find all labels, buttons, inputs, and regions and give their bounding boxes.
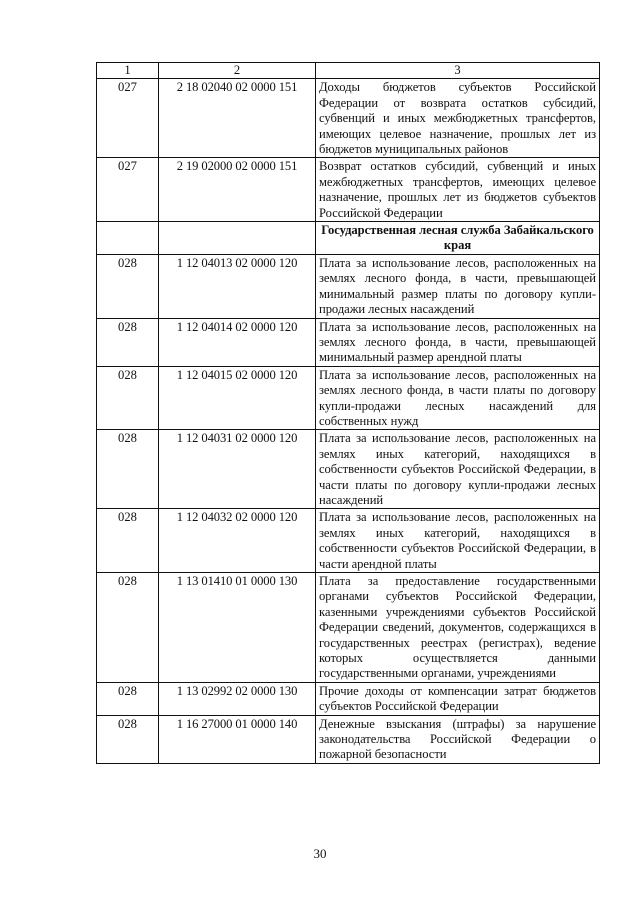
description-cell: Возврат остатков субсидий, субвенций и иных межбюджетных трансфертов, имеющих целевое назначение, прошлых лет из бюджетов субъектов Российской Федерации bbox=[316, 158, 600, 222]
budget-code-cell: 1 13 02992 02 0000 130 bbox=[159, 682, 316, 715]
description-cell: Прочие доходы от компенсации затрат бюджетов субъектов Российской Федерации bbox=[316, 682, 600, 715]
table-header-row bbox=[97, 63, 600, 79]
budget-code-cell: 1 16 27000 01 0000 140 bbox=[159, 715, 316, 763]
empty-cell bbox=[159, 222, 316, 255]
admin-code-cell: 028 bbox=[97, 509, 159, 573]
admin-code-cell: 028 bbox=[97, 254, 159, 318]
table-row bbox=[97, 366, 600, 430]
budget-code-cell: 1 13 01410 01 0000 130 bbox=[159, 573, 316, 683]
description-cell: Доходы бюджетов субъектов Российской Федерации от возврата остатков субсидий, субвенций и иных межбюджетных трансфертов, имеющих целевое назначение, прошлых лет из бюджетов муниципальных районов bbox=[316, 79, 600, 158]
table-row bbox=[97, 682, 600, 715]
empty-cell bbox=[97, 222, 159, 255]
table-row bbox=[97, 158, 600, 222]
admin-code-cell: 028 bbox=[97, 715, 159, 763]
admin-code-cell: 028 bbox=[97, 366, 159, 430]
admin-code-cell: 028 bbox=[97, 318, 159, 366]
budget-code-cell: 1 12 04032 02 0000 120 bbox=[159, 509, 316, 573]
header-cell-col1: 1 bbox=[97, 63, 159, 79]
description-cell: Плата за использование лесов, расположенных на землях иных категорий, находящихся в собственности субъектов Российской Федерации, в части платы по договору купли-продажи лесных насаждений bbox=[316, 430, 600, 509]
admin-code-cell: 027 bbox=[97, 79, 159, 158]
description-cell: Плата за использование лесов, расположенных на землях лесного фонда, в части платы по договору купли-продажи лесных насаждений для собственных нужд bbox=[316, 366, 600, 430]
description-cell: Плата за использование лесов, расположенных на землях лесного фонда, в части, превышающей минимальный размер платы по договору купли-продажи лесных насаждений bbox=[316, 254, 600, 318]
description-cell: Плата за использование лесов, расположенных на землях лесного фонда, в части, превышающей минимальный размер арендной платы bbox=[316, 318, 600, 366]
revenue-codes-table bbox=[96, 62, 600, 764]
table-row bbox=[97, 79, 600, 158]
table-row bbox=[97, 430, 600, 509]
admin-code-cell: 027 bbox=[97, 158, 159, 222]
table-row bbox=[97, 509, 600, 573]
admin-code-cell: 028 bbox=[97, 682, 159, 715]
description-cell: Денежные взыскания (штрафы) за нарушение законодательства Российской Федерации о пожарной безопасности bbox=[316, 715, 600, 763]
section-title-cell: Государственная лесная служба Забайкальского края bbox=[316, 222, 600, 255]
table-row bbox=[97, 573, 600, 683]
budget-code-cell: 1 12 04015 02 0000 120 bbox=[159, 366, 316, 430]
table-row bbox=[97, 715, 600, 763]
table-row bbox=[97, 254, 600, 318]
admin-code-cell: 028 bbox=[97, 430, 159, 509]
header-cell-col2: 2 bbox=[159, 63, 316, 79]
description-cell: Плата за использование лесов, расположенных на землях иных категорий, находящихся в собственности субъектов Российской Федерации, в части арендной платы bbox=[316, 509, 600, 573]
budget-code-cell: 1 12 04031 02 0000 120 bbox=[159, 430, 316, 509]
section-heading-row bbox=[97, 222, 600, 255]
budget-code-cell: 2 18 02040 02 0000 151 bbox=[159, 79, 316, 158]
table-row bbox=[97, 318, 600, 366]
budget-code-cell: 1 12 04014 02 0000 120 bbox=[159, 318, 316, 366]
budget-code-cell: 2 19 02000 02 0000 151 bbox=[159, 158, 316, 222]
page-number: 30 bbox=[313, 846, 327, 861]
description-cell: Плата за предоставление государственными органами субъектов Российской Федерации, казенными учреждениями субъектов Российской Федерации сведений, документов, содержащихся в государственных реестрах (регистрах), ведение которых осуществляется данными государственными органами, учреждениями bbox=[316, 573, 600, 683]
budget-code-cell: 1 12 04013 02 0000 120 bbox=[159, 254, 316, 318]
admin-code-cell: 028 bbox=[97, 573, 159, 683]
header-cell-col3: 3 bbox=[316, 63, 600, 79]
